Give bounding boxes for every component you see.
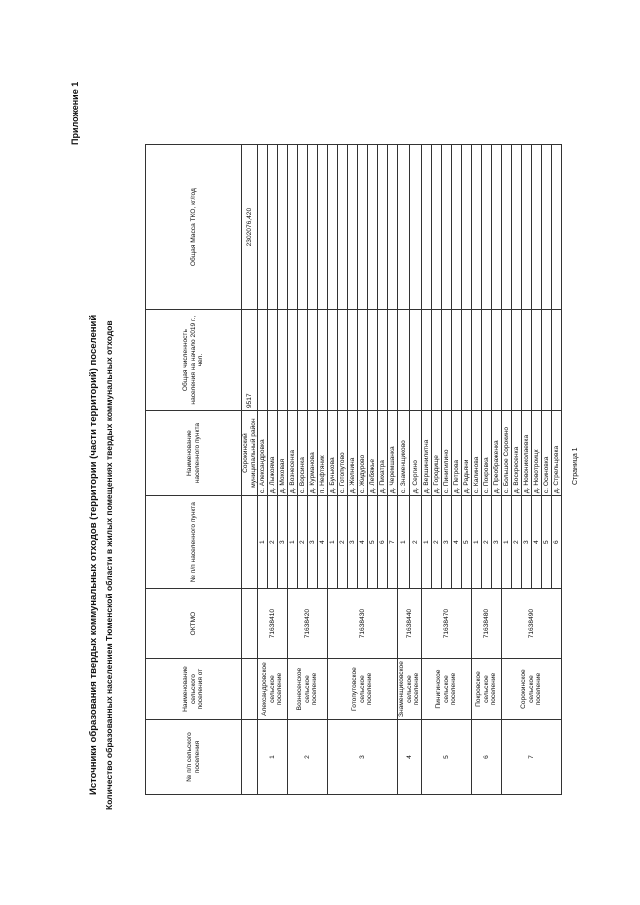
place-population — [348, 310, 358, 411]
place-name: д. Лыжояма — [268, 411, 278, 496]
settlement-oktmo: 71638490 — [501, 589, 561, 659]
place-name: с. Жидурово — [358, 411, 368, 496]
place-name: д. Пихатра — [378, 411, 388, 496]
place-number: 5 — [461, 496, 471, 589]
settlement-name: Покровское сельское поселение — [471, 659, 501, 720]
place-name: д. Сергино — [410, 411, 422, 496]
place-name: с. Пинигилино — [441, 411, 451, 496]
settlement-oktmo: 71638480 — [471, 589, 501, 659]
place-mass — [278, 145, 288, 310]
place-population — [410, 310, 422, 411]
place-name: д. Черемшанка — [388, 411, 398, 496]
place-number: 3 — [441, 496, 451, 589]
place-population — [328, 310, 338, 411]
place-name: д. Воскресенка — [511, 411, 521, 496]
table-row — [328, 145, 338, 795]
place-population — [338, 310, 348, 411]
place-name: с. Осиновка — [541, 411, 551, 496]
place-mass — [368, 145, 378, 310]
place-mass — [258, 145, 268, 310]
place-mass — [451, 145, 461, 310]
table-row — [288, 145, 298, 795]
settlement-oktmo: 71638440 — [398, 589, 422, 659]
place-name: с. Александровка — [258, 411, 268, 496]
place-mass — [358, 145, 368, 310]
place-number: 3 — [348, 496, 358, 589]
header-settlement-number: № п/п сельского поселения — [146, 720, 242, 795]
place-mass — [511, 145, 521, 310]
settlement-number: 2 — [288, 720, 328, 795]
place-mass — [388, 145, 398, 310]
settlement-number: 6 — [471, 720, 501, 795]
settlement-number: 3 — [328, 720, 398, 795]
table-row — [398, 145, 410, 795]
place-mass — [521, 145, 531, 310]
settlement-name: Знаменщиковское сельское поселение — [398, 659, 422, 720]
place-population — [471, 310, 481, 411]
place-name: д. Курманова — [308, 411, 318, 496]
settlement-name: Вознесенское сельское поселение — [288, 659, 328, 720]
place-population — [288, 310, 298, 411]
place-mass — [378, 145, 388, 310]
place-population — [481, 310, 491, 411]
place-mass — [531, 145, 541, 310]
place-population — [541, 310, 551, 411]
place-mass — [348, 145, 358, 310]
place-number: 2 — [410, 496, 422, 589]
place-number: 3 — [521, 496, 531, 589]
page-number: Страница 1 — [572, 447, 579, 485]
place-name: д. Петрова — [451, 411, 461, 496]
place-number: 6 — [378, 496, 388, 589]
place-mass — [461, 145, 471, 310]
place-population — [551, 310, 561, 411]
settlement-oktmo: 71638410 — [258, 589, 288, 659]
place-mass — [541, 145, 551, 310]
place-mass — [431, 145, 441, 310]
place-mass — [410, 145, 422, 310]
place-number: 1 — [258, 496, 268, 589]
place-mass — [471, 145, 481, 310]
place-number: 2 — [481, 496, 491, 589]
place-number: 2 — [338, 496, 348, 589]
place-name: п. Нефтяник — [318, 411, 328, 496]
place-number: 1 — [501, 496, 511, 589]
district-mass: 2302076,420 — [242, 145, 258, 310]
place-population — [451, 310, 461, 411]
table-row — [258, 145, 268, 795]
settlement-number: 7 — [501, 720, 561, 795]
header-mass: Общая Масса ТКО, кг/год — [146, 145, 242, 310]
place-number: 5 — [541, 496, 551, 589]
place-name: с. Готопутово — [338, 411, 348, 496]
place-mass — [268, 145, 278, 310]
place-population — [268, 310, 278, 411]
place-number: 1 — [288, 496, 298, 589]
place-population — [318, 310, 328, 411]
place-population — [278, 310, 288, 411]
place-mass — [421, 145, 431, 310]
settlement-number: 5 — [421, 720, 471, 795]
place-name: д. Новониколаевка — [521, 411, 531, 496]
place-name: с. Знаменщиково — [398, 411, 410, 496]
place-mass — [501, 145, 511, 310]
place-number: 2 — [431, 496, 441, 589]
place-population — [491, 310, 501, 411]
place-number: 5 — [368, 496, 378, 589]
place-name: с. Ворсинка — [298, 411, 308, 496]
place-number: 4 — [531, 496, 541, 589]
settlement-oktmo: 71638430 — [328, 589, 398, 659]
place-mass — [328, 145, 338, 310]
place-population — [501, 310, 511, 411]
appendix-label: Приложение 1 — [70, 81, 80, 145]
place-number: 4 — [451, 496, 461, 589]
place-number: 7 — [388, 496, 398, 589]
header-place-number: № п/п населенного пункта — [146, 496, 242, 589]
document-title: Источники образования твердых коммунальных отходов (территории (части территорий) поселений — [88, 314, 99, 795]
place-population — [521, 310, 531, 411]
document-subtitle: Количество образованных населением Тюменской области в жилых помещениях твердых коммунальных отходов — [104, 320, 114, 810]
settlement-oktmo: 71638470 — [421, 589, 471, 659]
place-population — [378, 310, 388, 411]
place-number: 3 — [278, 496, 288, 589]
place-name: д. Моховая — [278, 411, 288, 496]
header-oktmo: ОКТМО — [146, 589, 242, 659]
place-population — [441, 310, 451, 411]
place-population — [358, 310, 368, 411]
place-mass — [398, 145, 410, 310]
place-mass — [298, 145, 308, 310]
place-population — [398, 310, 410, 411]
place-mass — [441, 145, 451, 310]
place-number: 1 — [421, 496, 431, 589]
place-mass — [491, 145, 501, 310]
place-population — [258, 310, 268, 411]
table-header-row — [146, 145, 242, 795]
table-row — [501, 145, 511, 795]
settlement-number: 4 — [398, 720, 422, 795]
place-number: 4 — [358, 496, 368, 589]
place-number: 1 — [471, 496, 481, 589]
waste-sources-table — [145, 144, 562, 795]
place-number: 2 — [511, 496, 521, 589]
district-population: 9517 — [242, 310, 258, 411]
settlement-name: Александровское сельское поселение — [258, 659, 288, 720]
table-row — [421, 145, 431, 795]
place-number: 4 — [318, 496, 328, 589]
place-name: д. Бунькова — [328, 411, 338, 496]
place-number: 1 — [398, 496, 410, 589]
place-name: д. Стрельцовка — [551, 411, 561, 496]
place-population — [431, 310, 441, 411]
place-name: с. Большое Сорокино — [501, 411, 511, 496]
place-mass — [308, 145, 318, 310]
header-place-name: Наименование населенного пункта — [146, 411, 242, 496]
place-population — [368, 310, 378, 411]
place-name: д. Новотроицк — [531, 411, 541, 496]
place-number: 3 — [308, 496, 318, 589]
header-settlement-name: Наименование сельского поселения от — [146, 659, 242, 720]
place-name: д. Желнина — [348, 411, 358, 496]
settlement-oktmo: 71638420 — [288, 589, 328, 659]
place-name: д. Городище — [431, 411, 441, 496]
place-population — [511, 310, 521, 411]
place-mass — [318, 145, 328, 310]
place-number: 2 — [268, 496, 278, 589]
header-population: Общая численность населения на начало 2019 г., чел. — [146, 310, 242, 411]
place-population — [298, 310, 308, 411]
place-mass — [288, 145, 298, 310]
place-name: д. Вершинилитна — [421, 411, 431, 496]
place-mass — [551, 145, 561, 310]
place-number: 1 — [328, 496, 338, 589]
place-number: 6 — [551, 496, 561, 589]
settlement-number: 1 — [258, 720, 288, 795]
settlement-name: Сорокинское сельское поселение — [501, 659, 561, 720]
place-name: с. Покровка — [481, 411, 491, 496]
settlement-name: Пинигинское сельское поселение — [421, 659, 471, 720]
place-mass — [481, 145, 491, 310]
place-mass — [338, 145, 348, 310]
settlement-name: Готопутовское сельское поселение — [328, 659, 398, 720]
place-population — [388, 310, 398, 411]
place-number: 3 — [491, 496, 501, 589]
place-name: д. Вознесенка — [288, 411, 298, 496]
place-population — [531, 310, 541, 411]
district-name: Сорокинский муниципальный район — [242, 411, 258, 496]
table-row — [471, 145, 481, 795]
place-name: д. Радьяни — [461, 411, 471, 496]
place-population — [308, 310, 318, 411]
place-population — [421, 310, 431, 411]
district-row — [242, 145, 258, 795]
place-population — [461, 310, 471, 411]
place-number: 2 — [298, 496, 308, 589]
place-name: д. Преображенка — [491, 411, 501, 496]
place-name: с. Калинова — [471, 411, 481, 496]
place-name: д. Лебяжье — [368, 411, 378, 496]
